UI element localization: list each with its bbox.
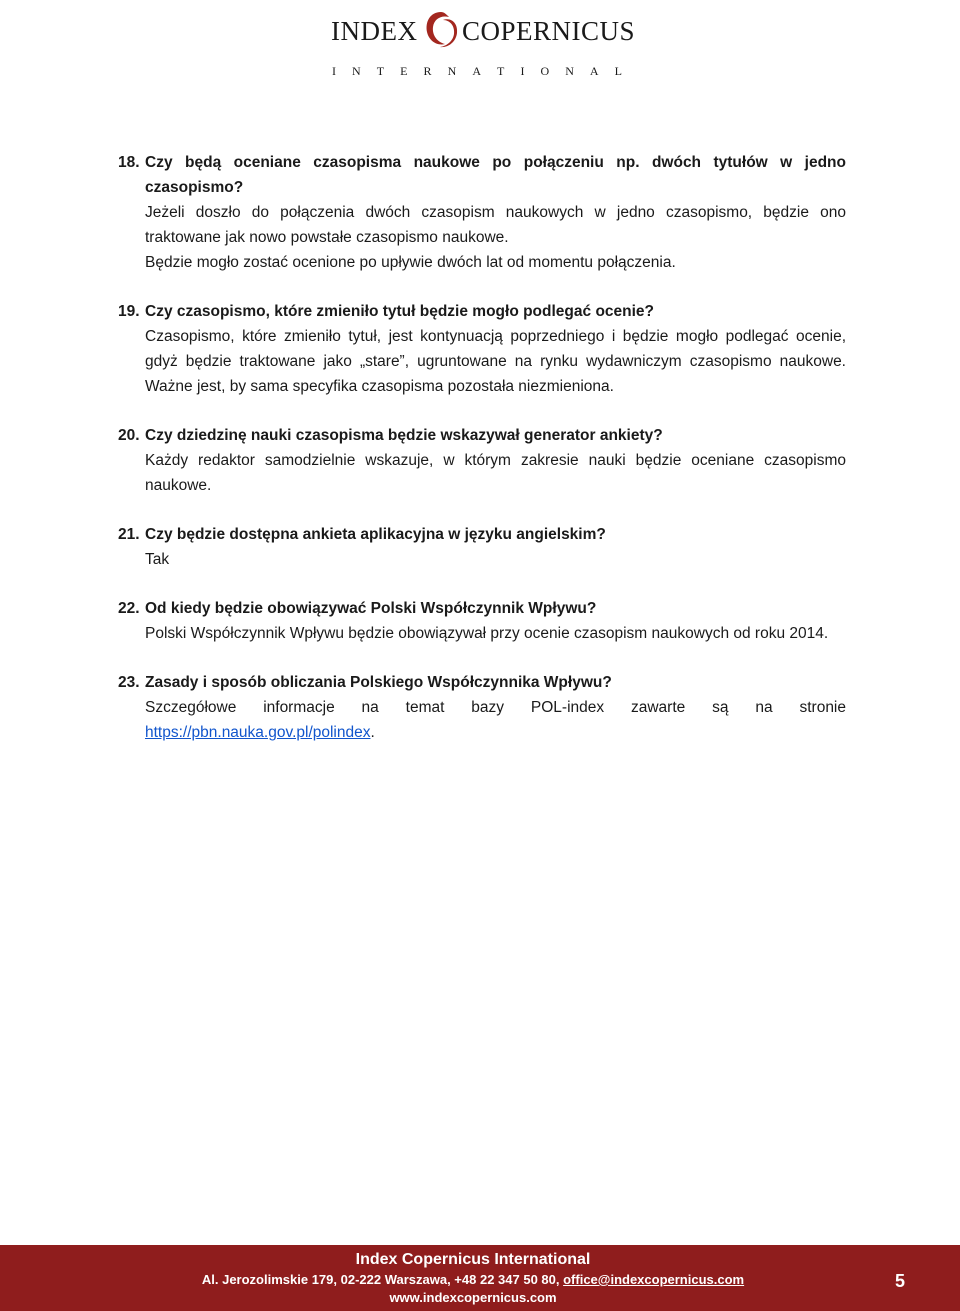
faq-item-22: [118, 596, 846, 646]
question-number: 20.: [118, 427, 140, 444]
question-number: 18.: [118, 154, 140, 171]
footer-address-line: [0, 1272, 946, 1287]
logo-subtitle-letter: T: [376, 64, 385, 78]
footer-company-name: Index Copernicus International: [355, 1251, 591, 1268]
answer-text: Szczegółowe informacje na temat bazy POL-index zawarte są na stronie: [145, 699, 846, 716]
answer-text: Tak: [145, 551, 170, 568]
header-logo: [0, 8, 960, 78]
question-number: 23.: [118, 674, 140, 691]
logo-subtitle-letter: T: [497, 64, 505, 78]
logo-subtitle-letter: R: [423, 64, 432, 78]
answer-link-line: [145, 720, 846, 745]
logo-subtitle: [332, 64, 622, 79]
logo-subtitle-letter: A: [589, 64, 599, 78]
logo-swirl-icon: [423, 8, 459, 50]
question-text: Zasady i sposób obliczania Polskiego Współczynnika Wpływu?: [145, 674, 612, 691]
faq-answer: [145, 200, 846, 275]
faq-item-23: [118, 670, 846, 745]
answer-text: Każdy redaktor samodzielnie wskazuje, w którym zakresie nauki będzie oceniane czasopismo naukowe.: [145, 452, 846, 494]
faq-content: [118, 150, 846, 745]
answer-text: Polski Współczynnik Wpływu będzie obowiązywał przy ocenie czasopism naukowych od roku 2014.: [145, 625, 829, 642]
answer-text: Będzie mogło zostać ocenione po upływie dwóch lat od momentu połączenia.: [145, 254, 676, 271]
question-text: Od kiedy będzie obowiązywać Polski Współczynnik Wpływu?: [145, 600, 597, 617]
faq-answer: [145, 547, 846, 572]
page-number: 5: [895, 1271, 906, 1291]
logo-subtitle-letter: N: [447, 64, 457, 78]
question-number: 22.: [118, 600, 140, 617]
polindex-link[interactable]: https://pbn.nauka.gov.pl/polindex: [145, 724, 371, 741]
logo-subtitle-letter: A: [472, 64, 481, 78]
logo-subtitle-letter: I: [332, 64, 336, 78]
footer-address: Al. Jerozolimskie 179, 02-222 Warszawa, +48 22 347 50 80,: [201, 1272, 564, 1287]
question-text: Czy czasopismo, które zmieniło tytuł będzie mogło podlegać ocenie?: [145, 303, 655, 320]
question-text: Czy będzie dostępna ankieta aplikacyjna w języku angielskim?: [145, 526, 606, 543]
logo-subtitle-letter: N: [565, 64, 574, 78]
faq-item-21: [118, 522, 846, 572]
answer-text: Jeżeli doszło do połączenia dwóch czasopism naukowych w jedno czasopismo, będzie ono traktowane jak nowo powstałe czasopismo naukowe.: [145, 204, 846, 246]
faq-question: [118, 423, 846, 448]
logo-word-index: INDEX: [331, 16, 418, 46]
logo-word-copernicus: COPERNICUS: [462, 16, 636, 46]
answer-text: Czasopismo, które zmieniło tytuł, jest kontynuacją poprzedniego i będzie mogło podlegać ocenie, gdyż będzie traktowane jako „stare”, ugruntowane na rynku wydawniczym czasopismo naukowe. Ważne jest, by sama specyfika czasopisma pozostała niezmieniona.: [145, 328, 846, 395]
question-number: 21.: [118, 526, 140, 543]
footer-email-link[interactable]: office@indexcopernicus.com: [563, 1272, 745, 1287]
faq-answer: [145, 448, 846, 498]
faq-question: [118, 522, 846, 547]
logo-subtitle-letter: L: [614, 64, 622, 78]
faq-item-18: [118, 150, 846, 275]
footer-website: www.indexcopernicus.com: [389, 1290, 557, 1305]
logo-subtitle-letter: I: [520, 64, 525, 78]
faq-question: [118, 596, 846, 621]
question-text: Czy dziedzinę nauki czasopisma będzie wskazywał generator ankiety?: [145, 427, 663, 444]
answer-suffix: .: [370, 724, 375, 741]
faq-answer: [145, 695, 846, 745]
question-text: Czy będą oceniane czasopisma naukowe po połączeniu np. dwóch tytułów w jedno czasopismo?: [145, 154, 846, 196]
question-number: 19.: [118, 303, 140, 320]
logo-subtitle-letter: E: [400, 64, 408, 78]
faq-question: [118, 299, 846, 324]
faq-question: [118, 150, 846, 200]
logo-subtitle-letter: O: [540, 64, 550, 78]
logo-subtitle-letter: N: [352, 64, 361, 78]
faq-item-19: [118, 299, 846, 399]
faq-question: [118, 670, 846, 695]
faq-answer: [145, 324, 846, 399]
faq-answer: [145, 621, 846, 646]
page-footer: [0, 1245, 960, 1311]
faq-item-20: [118, 423, 846, 498]
